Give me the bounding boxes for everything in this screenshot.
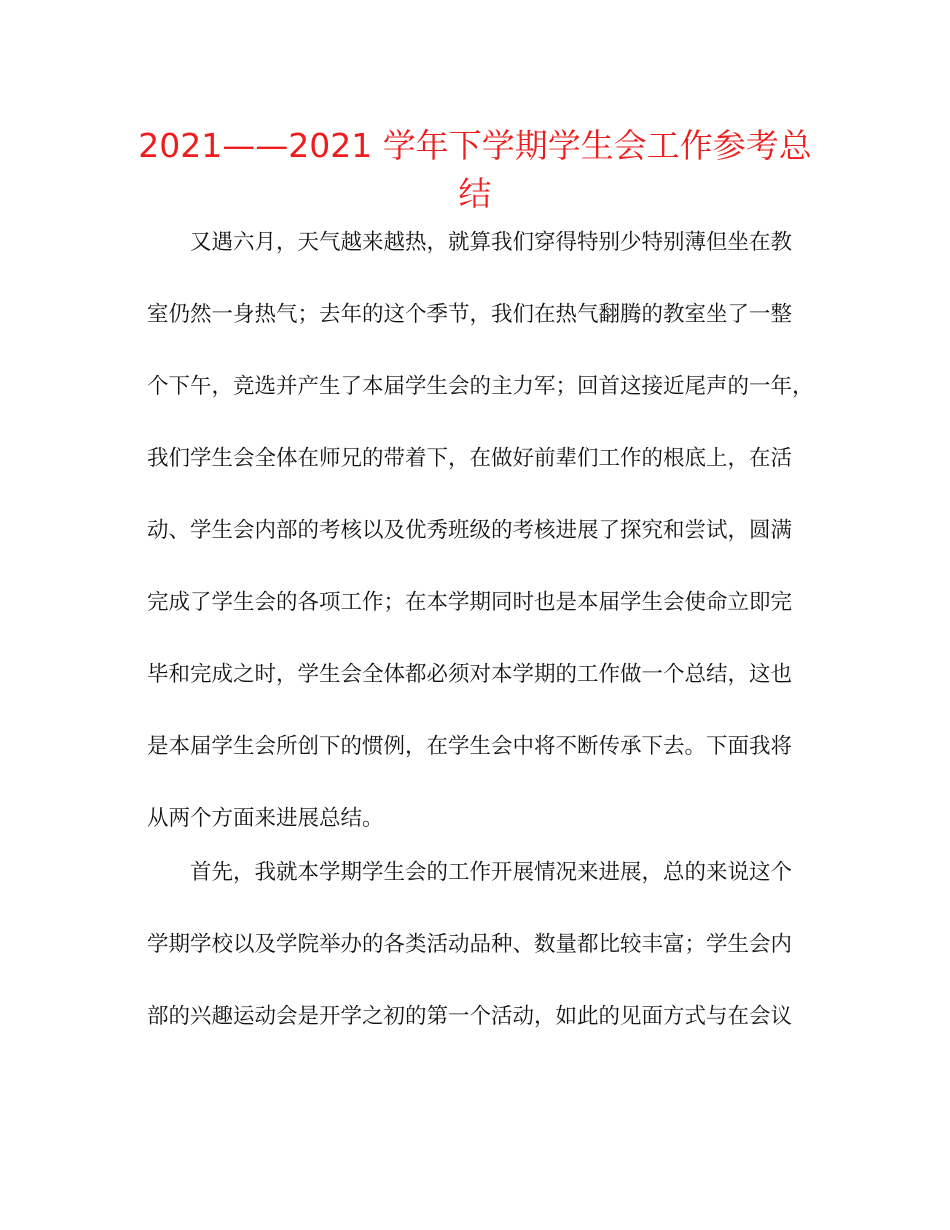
paragraph-line: 学期学校以及学院举办的各类活动品种、数量都比较丰富；学生会内 bbox=[147, 932, 793, 957]
paragraph-line: 我们学生会全体在师兄的带着下，在做好前辈们工作的根底上，在活 bbox=[147, 446, 793, 471]
paragraph-line: 动、学生会内部的考核以及优秀班级的考核进展了探究和尝试，圆满 bbox=[147, 518, 793, 543]
paragraph-1 bbox=[147, 225, 814, 849]
title-line-1: 2021——2021 学年下学期学生会工作参考总 bbox=[138, 126, 812, 165]
paragraph-line: 个下午，竞选并产生了本届学生会的主力军；回首这接近尾声的一年， bbox=[147, 374, 814, 399]
document-body bbox=[147, 225, 814, 1077]
paragraph-line: 室仍然一身热气；去年的这个季节，我们在热气翻腾的教室坐了一整 bbox=[147, 302, 793, 327]
document-title bbox=[120, 122, 830, 218]
paragraph-2 bbox=[147, 855, 807, 1071]
paragraph-line: 毕和完成之时，学生会全体都必须对本学期的工作做一个总结，这也 bbox=[147, 662, 793, 687]
paragraph-line: 部的兴趣运动会是开学之初的第一个活动，如此的见面方式与在会议 bbox=[147, 1004, 793, 1029]
paragraph-line: 首先，我就本学期学生会的工作开展情况来进展，总的来说这个 bbox=[190, 860, 793, 885]
paragraph-line: 是本届学生会所创下的惯例，在学生会中将不断传承下去。下面我将 bbox=[147, 734, 793, 759]
paragraph-line: 从两个方面来进展总结。 bbox=[147, 806, 384, 831]
paragraph-line: 完成了学生会的各项工作；在本学期同时也是本届学生会使命立即完 bbox=[147, 590, 793, 615]
title-line-2: 结 bbox=[458, 174, 492, 213]
paragraph-line: 又遇六月，天气越来越热，就算我们穿得特别少特别薄但坐在教 bbox=[190, 230, 793, 255]
